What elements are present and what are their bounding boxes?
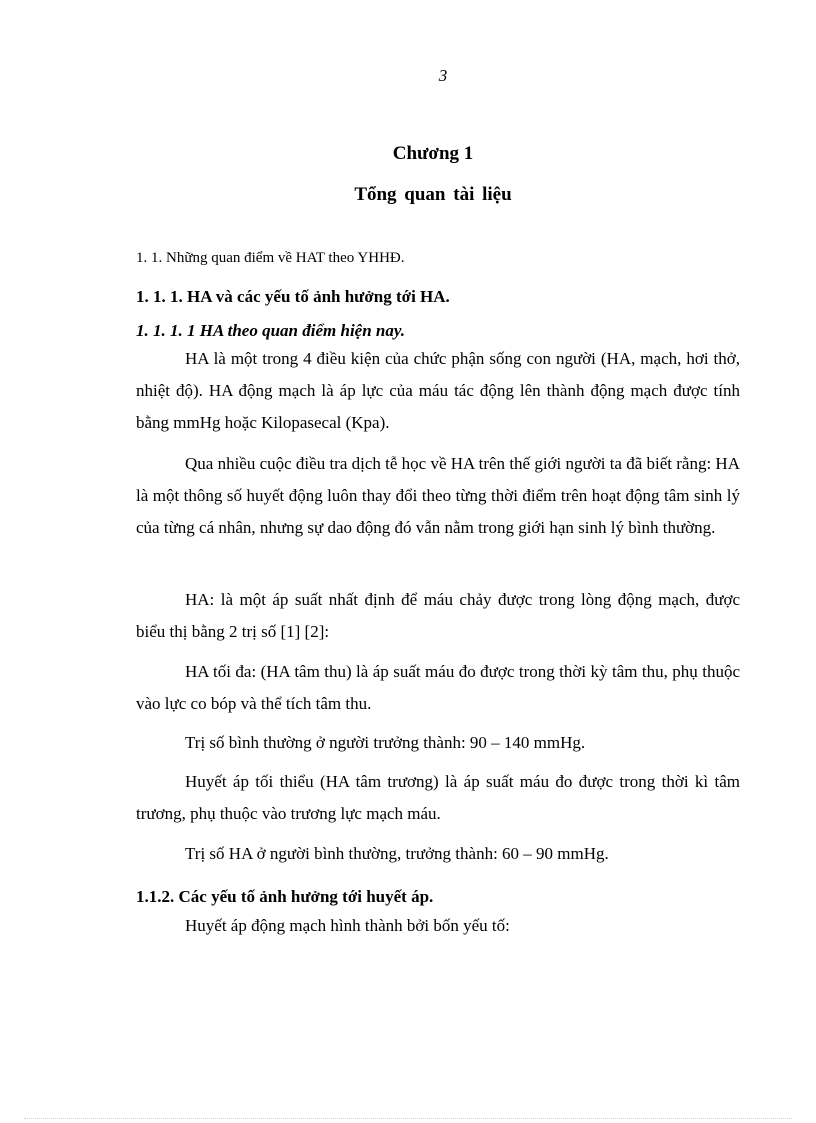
paragraph: HA: là một áp suất nhất định để máu chảy được trong lòng động mạch, được biểu thị bằng 2 trị số [1] [2]:	[136, 590, 740, 641]
paragraph: Huyết áp tối thiểu (HA tâm trương) là áp suất máu đo được trong thời kì tâm trương, phụ thuộc vào trương lực mạch máu.	[136, 772, 740, 823]
paragraph: Huyết áp động mạch hình thành bởi bốn yếu tố:	[185, 916, 510, 935]
chapter-title: Tổng quan tài liệu	[354, 184, 512, 205]
chapter-heading: Chương 1	[392, 143, 474, 164]
section-heading-1-1-2: 1.1.2. Các yếu tố ảnh hưởng tới huyết áp.	[136, 887, 434, 906]
paragraph: HA tối đa: (HA tâm thu) là áp suất máu đo được trong thời kỳ tâm thu, phụ thuộc vào lực co bóp và thể tích tâm thu.	[136, 662, 740, 713]
paragraph: HA là một trong 4 điều kiện của chức phận sống con người (HA, mạch, hơi thở, nhiệt độ). HA động mạch là áp lực của máu tác động lên thành động mạch được tính bằng mmHg hoặc Kilopasecal (Kpa).	[136, 349, 740, 432]
paragraph: Trị số bình thường ở người trưởng thành: 90 – 140 mmHg.	[185, 733, 586, 752]
section-heading-1-1-1-1: 1. 1. 1. 1 HA theo quan điểm hiện nay.	[136, 321, 406, 340]
page-number: 3	[438, 66, 448, 85]
page-bottom-divider	[24, 1118, 792, 1119]
section-heading-1-1-1: 1. 1. 1. HA và các yếu tố ảnh hưởng tới HA.	[136, 287, 450, 306]
paragraph: Trị số HA ở người bình thường, trưởng thành: 60 – 90 mmHg.	[185, 844, 609, 863]
paragraph: Qua nhiều cuộc điều tra dịch tễ học về HA trên thế giới người ta đã biết rằng: HA là một thông số huyết động luôn thay đổi theo từng thời điểm trên hoạt động tâm sinh lý của từng cá nhân, nhưng sự dao động đó vẫn nằm trong giới hạn sinh lý bình thường.	[136, 454, 740, 537]
section-heading-1-1: 1. 1. Những quan điểm về HAT theo YHHĐ.	[136, 250, 405, 266]
